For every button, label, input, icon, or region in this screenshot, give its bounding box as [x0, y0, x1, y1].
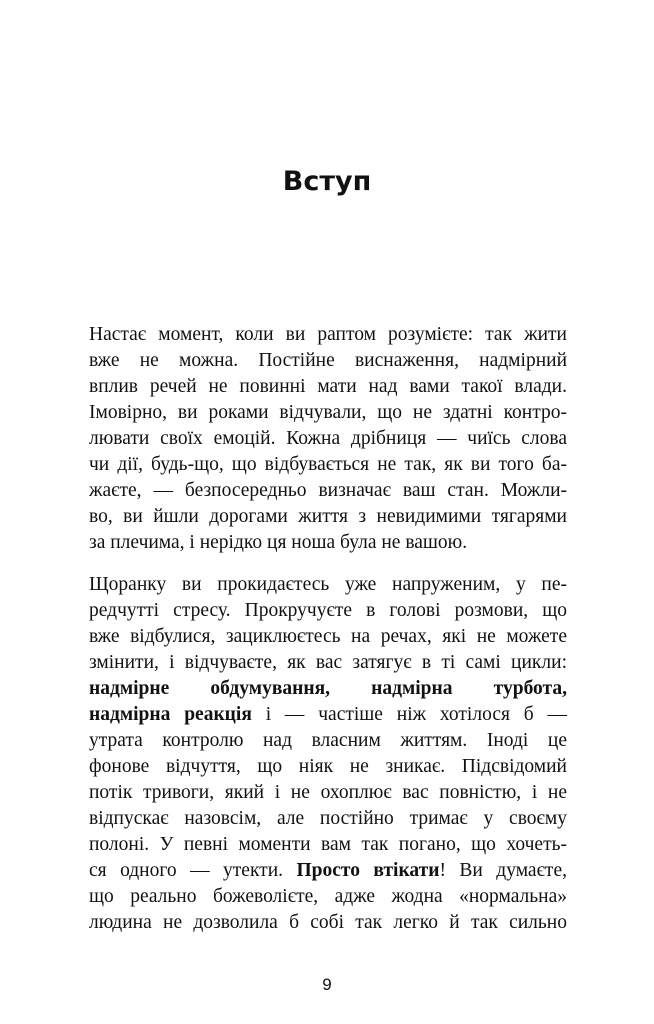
paragraph-line: полоні. У певні моменти вам так погано, що хочеть- [89, 834, 567, 855]
chapter-title: Вступ [282, 166, 372, 197]
paragraph-line: Щоранку ви прокидаєтесь уже напруженим, у пе- [89, 574, 567, 595]
text-segment: ся одного — утекти. [89, 860, 297, 881]
paragraph-line: що реально божеволієте, адже жодна «нормальна» [89, 886, 567, 907]
text-segment: ! Ви думаєте, [439, 860, 567, 881]
paragraph-line [89, 702, 567, 728]
paragraph-line: фонове відчуття, що ніяк не зникає. Підсвідомий [89, 756, 567, 777]
paragraph-line: Імовірно, ви роками відчували, що не здатні контро- [89, 402, 567, 423]
paragraph-line: за плечима, і нерідко ця ноша була не вашою. [89, 532, 468, 553]
paragraph-line: во, ви йшли дорогами життя з невидимими тягарями [89, 506, 567, 527]
paragraph-line: Настає момент, коли ви раптом розумієте: так жити [89, 324, 567, 345]
paragraph-line: відпускає назовсім, але постійно тримає у своєму [89, 808, 567, 829]
paragraph-line: людина не дозволила б собі так легко й так сильно [89, 912, 567, 933]
paragraph-line: вплив речей не повинні мати над вами такої влади. [89, 376, 567, 397]
paragraph-line: вже відбулися, зациклюєтесь на речах, які не можете [89, 626, 567, 647]
paragraph-line: чи дії, будь-що, що відбувається не так, як ви того ба- [89, 454, 567, 475]
bold-phrase: надмірне обдумування, надмірна турбота, [89, 678, 567, 699]
paragraph-line: потік тривоги, який і не охоплює вас повністю, і не [89, 782, 567, 803]
paragraph-line: змінити, і відчуваєте, як вас затягує в ті самі цикли: [89, 652, 567, 673]
paragraph-line: жаєте, — безпосередньо визначає ваш стан. Можли- [89, 480, 567, 501]
paragraph-line: вже не можна. Постійне виснаження, надмірний [89, 350, 567, 371]
paragraph-line [89, 858, 567, 884]
bold-phrase: Просто втікати [296, 860, 440, 881]
page-number: 9 [322, 975, 332, 994]
text-segment: і — частіше ніж хотілося б — [251, 704, 567, 725]
paragraph-line: редчутті стресу. Прокручуєте в голові розмови, що [89, 600, 567, 621]
paragraph-line: утрата контролю над власним життям. Іноді це [89, 730, 567, 751]
paragraph-line: лювати своїх емоцій. Кожна дрібниця — чиїсь слова [89, 428, 567, 449]
bold-phrase: надмірна реакція [89, 704, 252, 725]
paragraph-line [89, 676, 567, 702]
